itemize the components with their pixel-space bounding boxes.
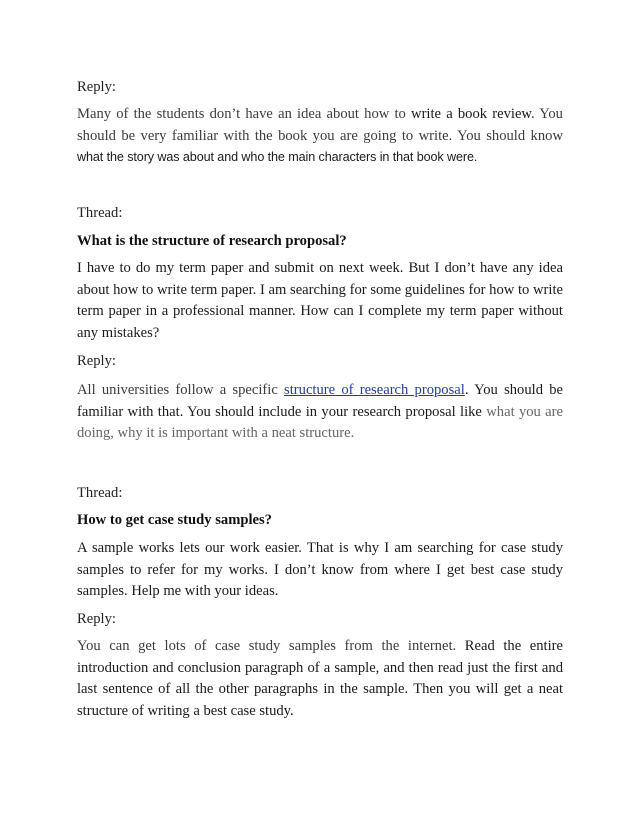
thread-label-3: Thread: (77, 485, 123, 501)
structure-of-research-proposal-link[interactable]: structure of research proposal (284, 382, 465, 398)
thread-question-3: How to get case study samples? (77, 512, 272, 528)
reply-label-2: Reply: (77, 353, 116, 369)
thread-body-3: A sample works lets our work easier. That is why I am searching for case study samples to refer for my works. I don’t know from where I get best case study samples. Help me with your ideas. (77, 540, 563, 599)
thread-label-2: Thread: (77, 205, 123, 221)
reply-body-1 (77, 104, 563, 169)
reply-text: Many of the students don’t have an idea about how to (77, 106, 412, 122)
thread-body-2: I have to do my term paper and submit on next week. But I don’t have any idea about how to write term paper. I am searching for some guidelines for how to write term paper in a professional manner. How can I complete my term paper without any mistakes? (77, 260, 563, 341)
reply-label-1: Reply: (77, 79, 116, 95)
reply-body-2: All universities follow a specific structure of research proposal. You should be familiar with that. You should include in your research proposal like what you are doing, why it is important with a neat structure. (77, 382, 564, 441)
reply-text-emph: write a book review (411, 106, 532, 122)
reply-label-3: Reply: (77, 611, 116, 627)
thread-question-2: What is the structure of research proposal? (77, 233, 347, 249)
reply-body-3: You can get lots of case study samples from the internet. Read the entire introduction and conclusion paragraph of a sample, and then read just the first and last sentence of all the other paragraphs in the sample. Then you will get a neat structure of writing a best case study. (77, 638, 563, 719)
reply-text-rest: . You should be very familiar with the book you are going to write. You should know (77, 106, 563, 144)
reply-text-sans: what the story was about and who the main characters in that book were. (77, 150, 478, 164)
